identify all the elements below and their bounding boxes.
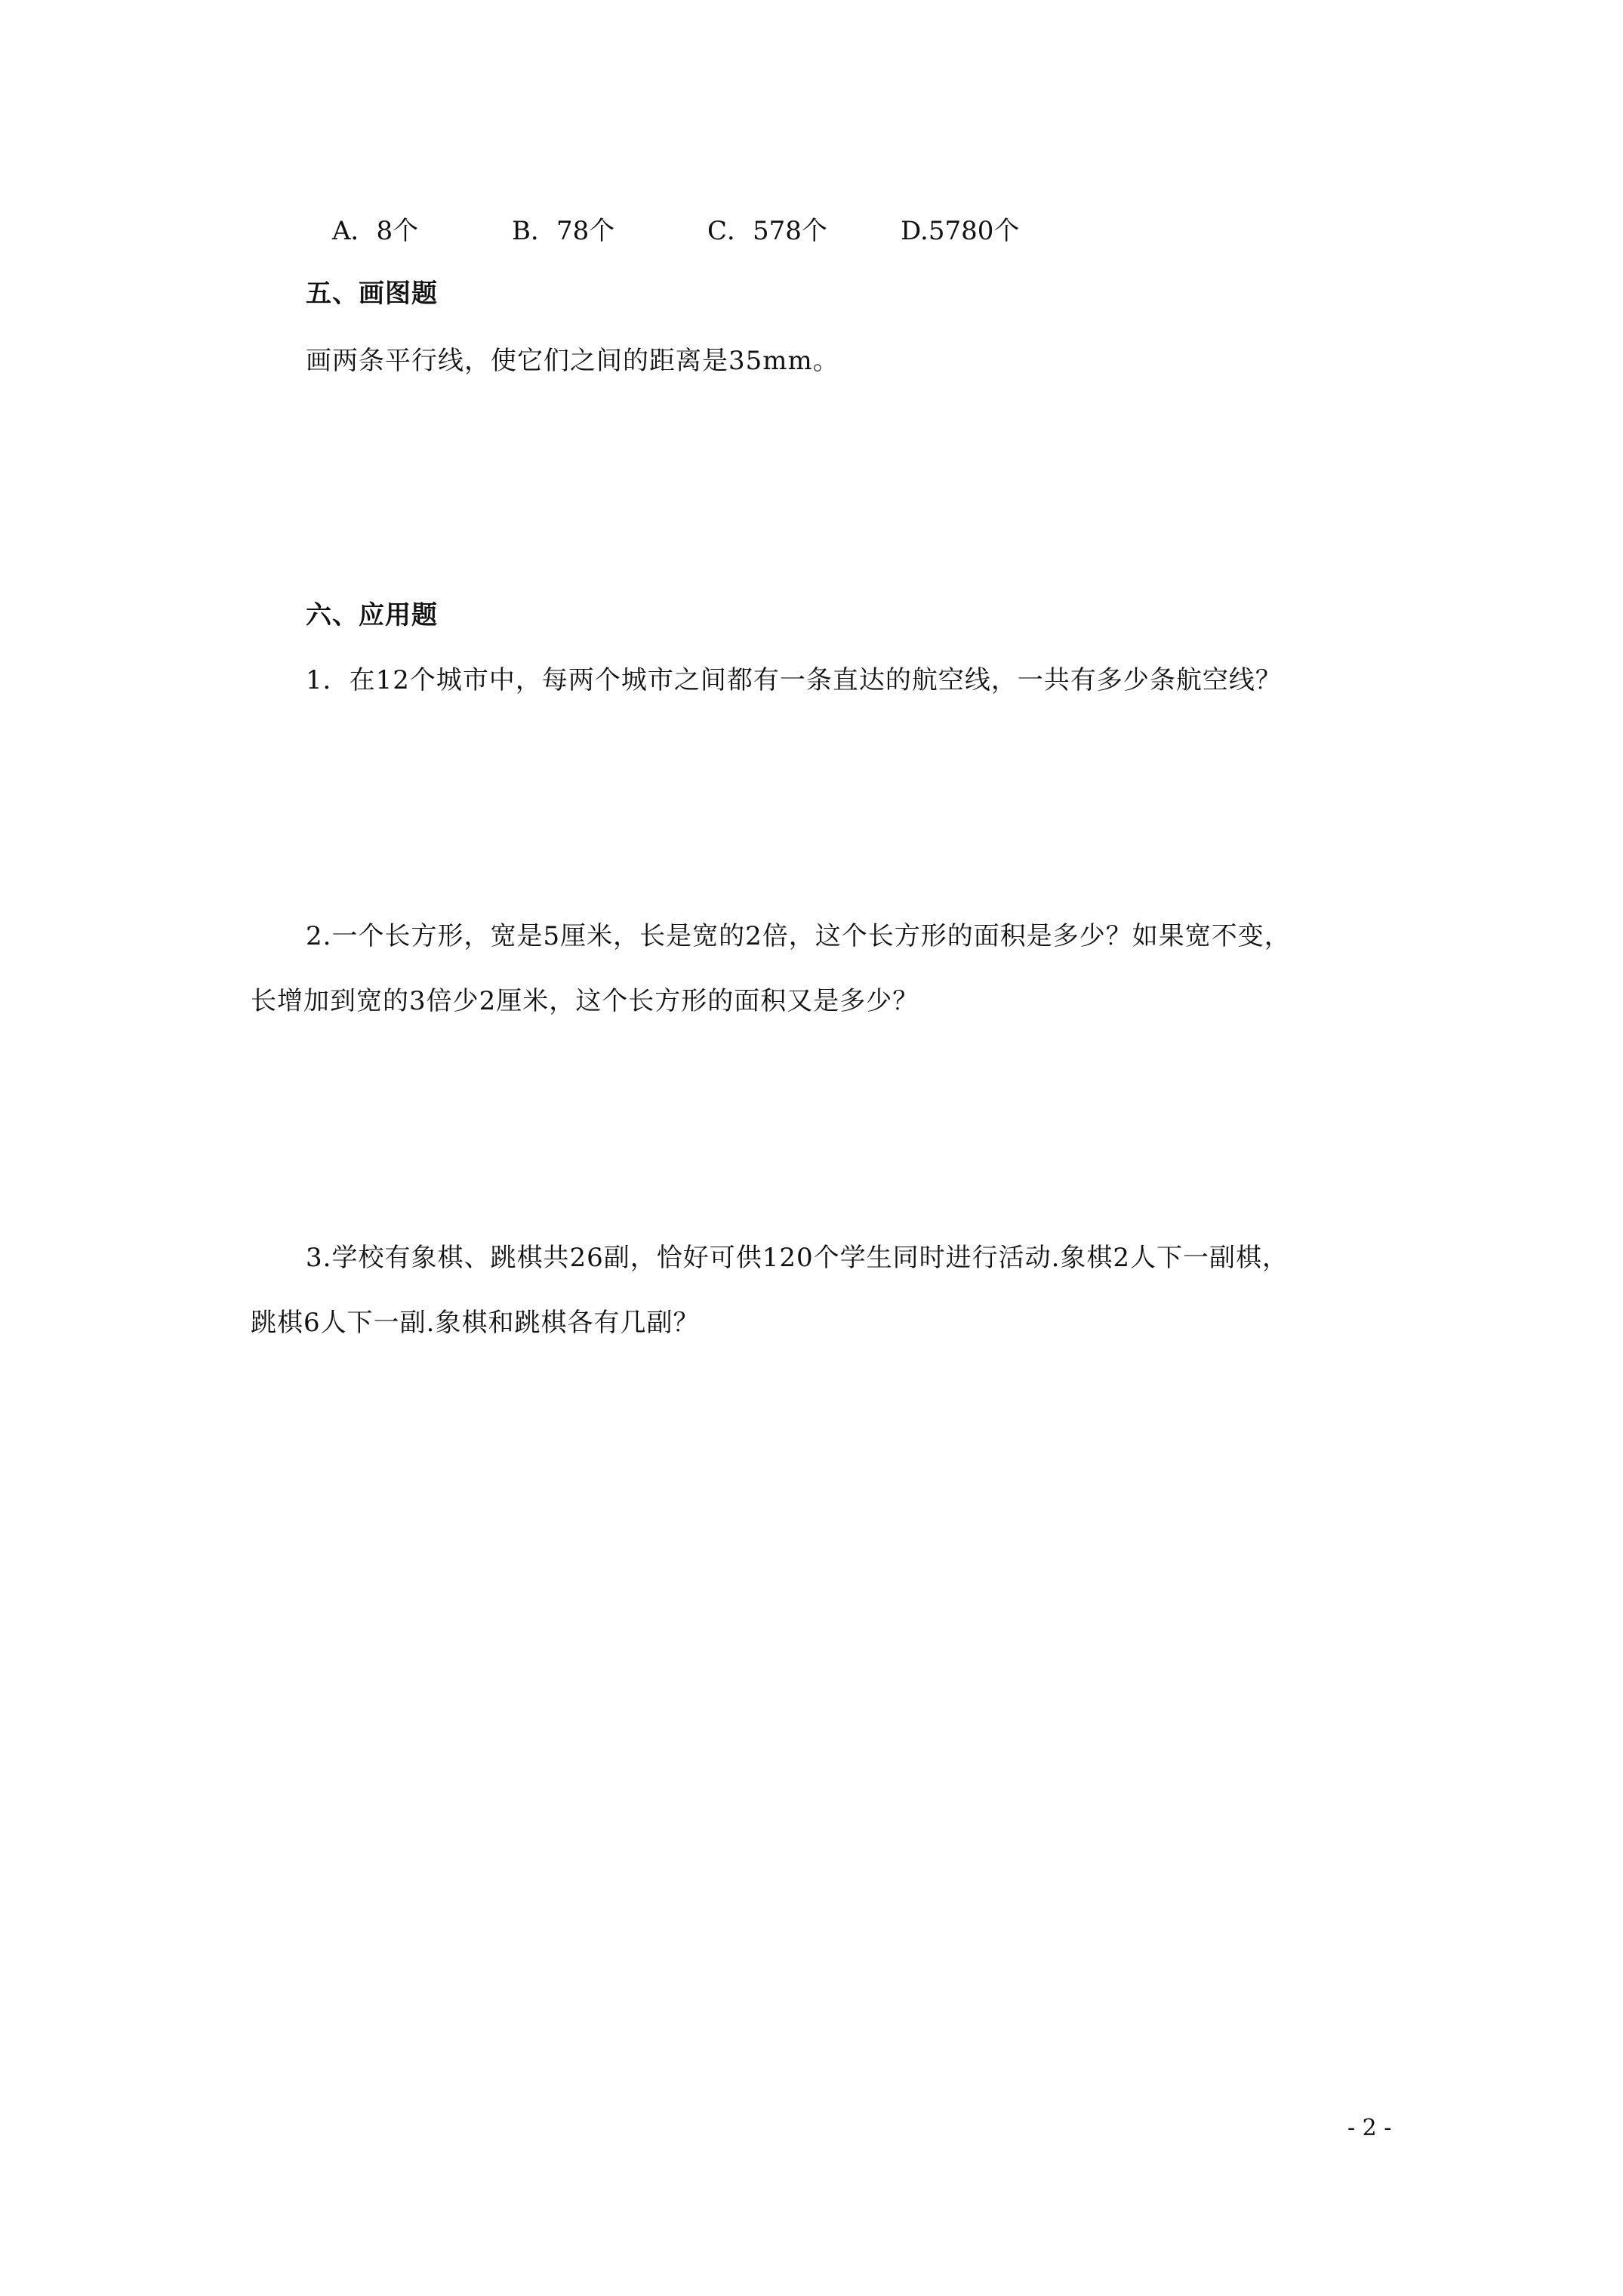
choice-c: C．578个 [707, 216, 827, 246]
question-3-line-2: 跳棋6人下一副.象棋和跳棋各有几副？ [251, 1308, 700, 1338]
question-1: 1．在12个城市中，每两个城市之间都有一条直达的航空线，一共有多少条航空线？ [306, 665, 1282, 695]
choice-d: D.5780个 [901, 216, 1020, 246]
question-2-line-1: 2.一个长方形，宽是5厘米，长是宽的2倍，这个长方形的面积是多少？如果宽不变， [306, 921, 1291, 951]
choice-b: B．78个 [512, 216, 615, 246]
section6-heading: 六、应用题 [306, 600, 438, 630]
section5-question: 画两条平行线，使它们之间的距离是35mm。 [306, 346, 839, 376]
question-2-line-2: 长增加到宽的3倍少2厘米，这个长方形的面积又是多少？ [251, 986, 919, 1016]
question-3-line-1: 3.学校有象棋、跳棋共26副，恰好可供120个学生同时进行活动.象棋2人下一副棋， [306, 1243, 1289, 1273]
section5-heading: 五、画图题 [306, 279, 438, 309]
page-number: - 2 - [1347, 2115, 1392, 2141]
choice-a: A．8个 [332, 216, 419, 246]
